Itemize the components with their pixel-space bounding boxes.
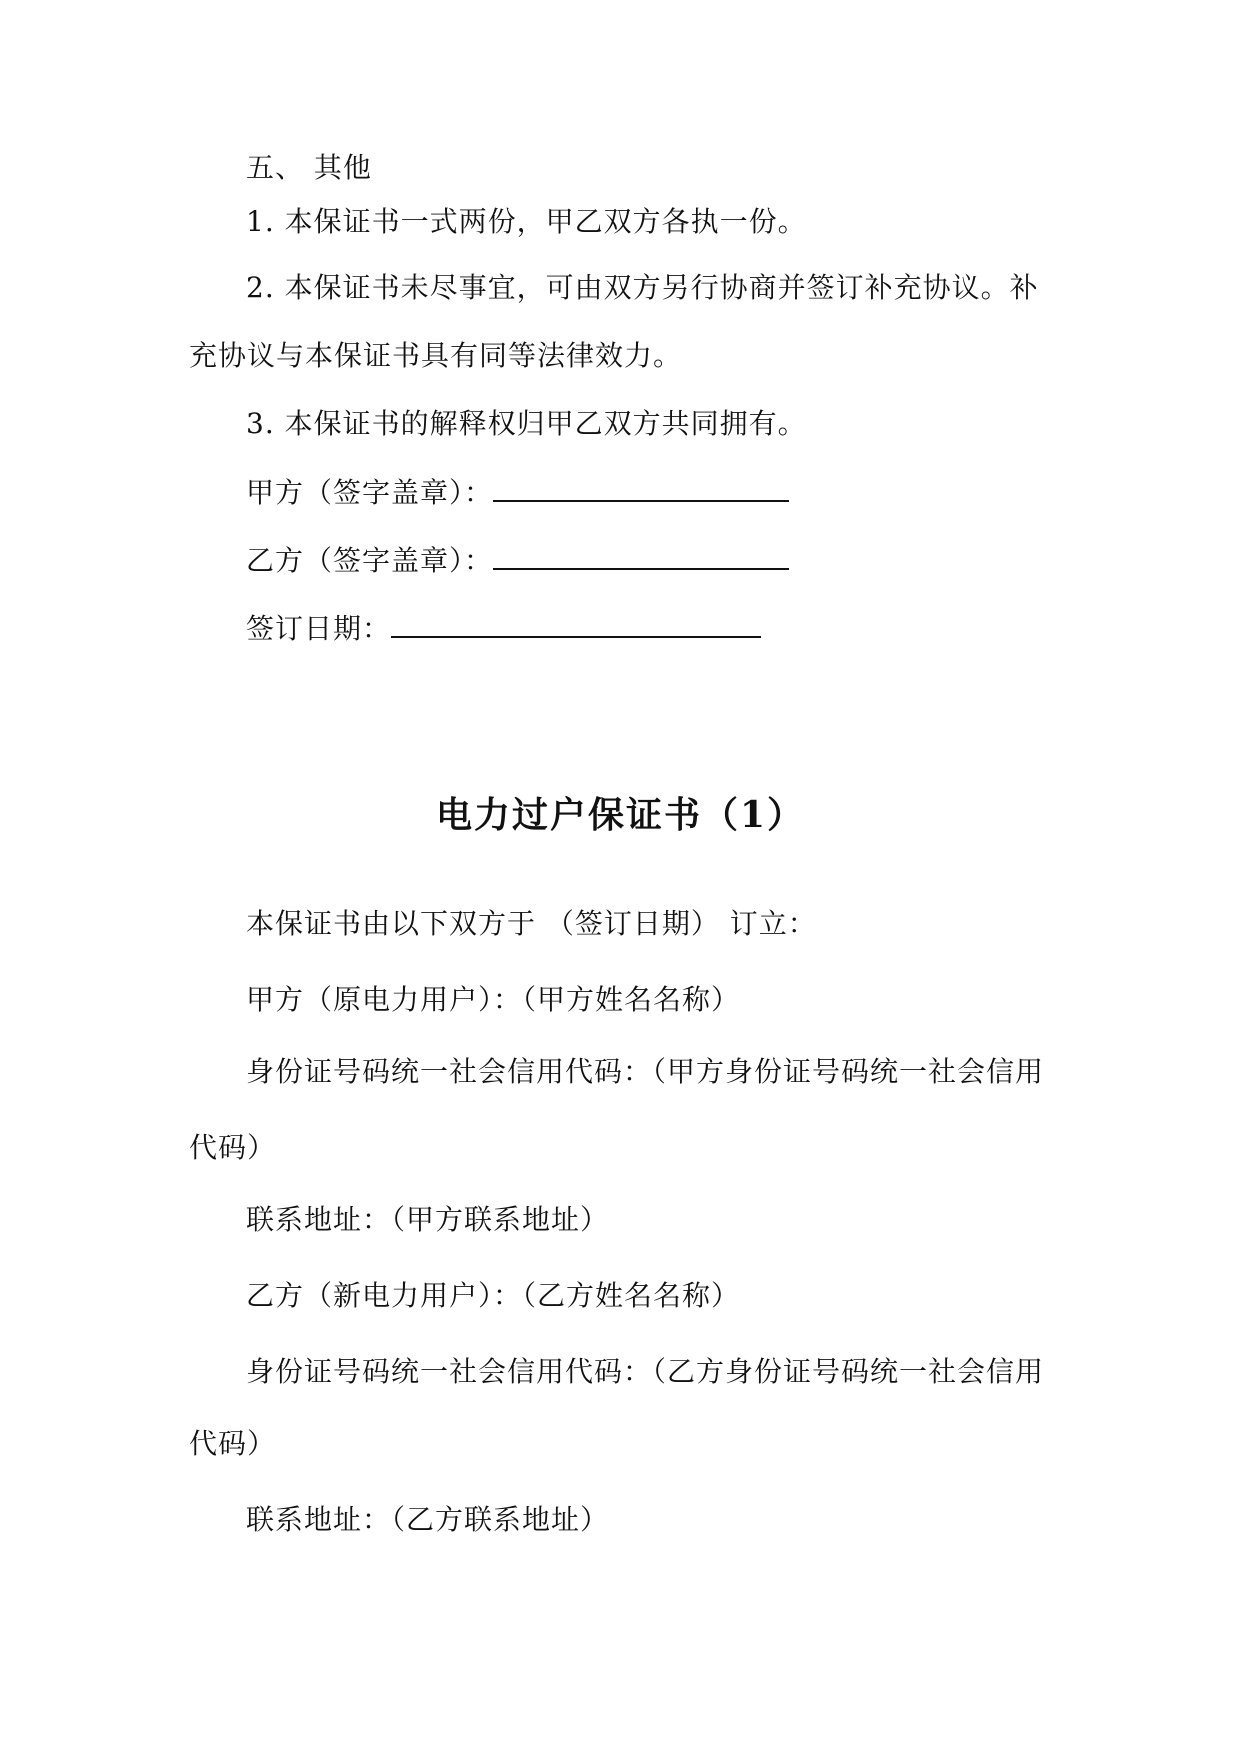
sign-date-label: 签订日期： bbox=[246, 612, 392, 645]
clause-2-line-2: 充协议与本保证书具有同等法律效力。 bbox=[189, 339, 683, 372]
party-a-line: 甲方（原电力用户）：（甲方姓名名称） bbox=[246, 983, 741, 1016]
party-a-id-line-1: 身份证号码统一社会信用代码：（甲方身份证号码统一社会信用 bbox=[246, 1055, 1045, 1088]
party-b-id-line-1: 身份证号码统一社会信用代码：（乙方身份证号码统一社会信用 bbox=[246, 1355, 1045, 1388]
party-a-signature-label: 甲方（签字盖章）： bbox=[246, 476, 494, 509]
intro-line: 本保证书由以下双方于 （签订日期） 订立： bbox=[246, 907, 817, 940]
document-title: 电力过户保证书（1） bbox=[435, 794, 806, 836]
party-a-id-line-2: 代码） bbox=[189, 1131, 277, 1164]
section-heading: 五、 其他 bbox=[246, 151, 372, 184]
party-a-address: 联系地址：（甲方联系地址） bbox=[246, 1203, 610, 1236]
clause-2-line-1: 2. 本保证书未尽事宜，可由双方另行协商并签订补充协议。补 bbox=[246, 271, 1039, 304]
sign-date-blank[interactable] bbox=[391, 608, 761, 638]
party-b-address: 联系地址：（乙方联系地址） bbox=[246, 1503, 610, 1536]
party-b-signature-label: 乙方（签字盖章）： bbox=[246, 544, 494, 577]
clause-1: 1. 本保证书一式两份，甲乙双方各执一份。 bbox=[246, 205, 807, 238]
party-a-signature-blank[interactable] bbox=[493, 472, 789, 502]
party-b-id-line-2: 代码） bbox=[189, 1427, 277, 1460]
sign-date-row bbox=[246, 608, 761, 649]
clause-3: 3. 本保证书的解释权归甲乙双方共同拥有。 bbox=[246, 407, 807, 440]
party-b-signature-blank[interactable] bbox=[493, 540, 789, 570]
party-b-line: 乙方（新电力用户）：（乙方姓名名称） bbox=[246, 1279, 741, 1312]
party-b-signature-row bbox=[246, 540, 789, 581]
party-a-signature-row bbox=[246, 472, 789, 513]
